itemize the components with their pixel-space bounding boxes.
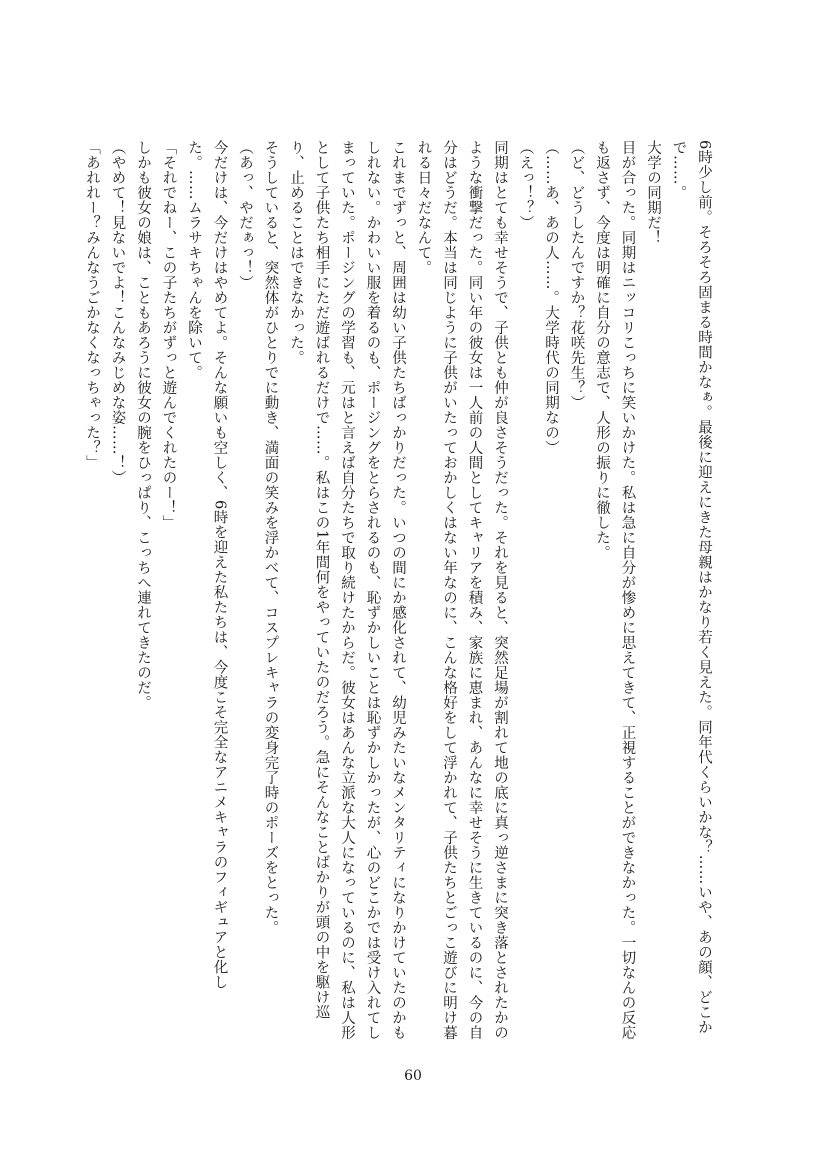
- paragraph: （えっ！？）: [517, 140, 534, 230]
- paragraph: （ど、どうしたんですか？花咲先生？）: [568, 140, 585, 410]
- paragraph: そうしていると、突然体がひとりでに動き、満面の笑みを浮かべて、コスプレキャラの変身完了時のポーズをとった。: [262, 140, 279, 935]
- paragraph: 同期はとても幸せそうで、子供とも仲が良さそうだった。それを見ると、突然足場が割れて地の底に真っ逆さまに突き落とされたかのような衝撃だった。同い年の彼女は一人前の人間としてキャリアを積み、家族に恵まれ、あんなに幸せそうに生きているのに、今の自分はどうだ。本当は同じように子供がいたっておかしくはない年なのに、こんな格好をして浮かれて、子供たちとごっこ遊びに明け暮れる日々だなんて。: [415, 140, 508, 1040]
- paragraph: （やめて！見ないでよ！こんなみじめな姿……！）: [109, 140, 126, 485]
- paragraph: これまでずっと、周囲は幼い子供たちばっかりだった。いつの間にか感化されて、幼児みたいなメンタリティになりかけていたのかもしれない。かわいい服を着るのも、ポージングをとらされるのも、恥ずかしいことは恥ずかしかったが、心のどこかでは受け入れてしまっていた。ポージングの学習も、元はと言えば自分たちで取り続けたからだ。彼女はあんな立派な大人になっているのに、私は人形として子供たち相手にただ遊ばれるだけで……。私はこの1年間何をやっていたのだろう。急にそんなことばかりが頭の中を駆け巡り、止めることはできなかった。: [288, 140, 406, 1040]
- paragraph: （……あ、あの人……。大学時代の同期なの）: [543, 140, 559, 455]
- paragraph: （あっ、やだぁっ！）: [237, 140, 253, 290]
- paragraph: 目が合った。同期はニッコリこっちに笑いかけた。私は急に自分が惨めに思えてきて、正視することができなかった。一切なんの反応も返さず、今度は明確に自分の意志で、人形の振りに徹した。: [594, 140, 636, 1040]
- paragraph: しかも彼女の娘は、こともあろうに彼女の腕をひっぱり、こっちへ連れてきたのだ。: [135, 140, 151, 710]
- paragraph: 6時少し前。そろそろ固まる時間かなぁ。最後に迎えにきた母親はかなり若く見えた。同年代くらいかな？……いや、あの顔、どこかで……。: [670, 140, 712, 1035]
- paragraph: 大学の同期だ！: [645, 140, 661, 245]
- paragraph: 「あれれー？みんなうごかなくなっちゃった？」: [84, 140, 100, 470]
- paragraph: 「それでねー、この子たちがずっと遊んでくれたのー！」: [160, 140, 177, 530]
- paragraph: 今だけは、今だけはやめてよ。そんな願いも空しく、6時を迎えた私たちは、今度こそ完全なアニメキャラのフィギュアと化した。……ムラサキちゃんを除いて。: [186, 140, 228, 990]
- vertical-text-body: [84, 140, 716, 1040]
- page-number: 60: [404, 1068, 422, 1084]
